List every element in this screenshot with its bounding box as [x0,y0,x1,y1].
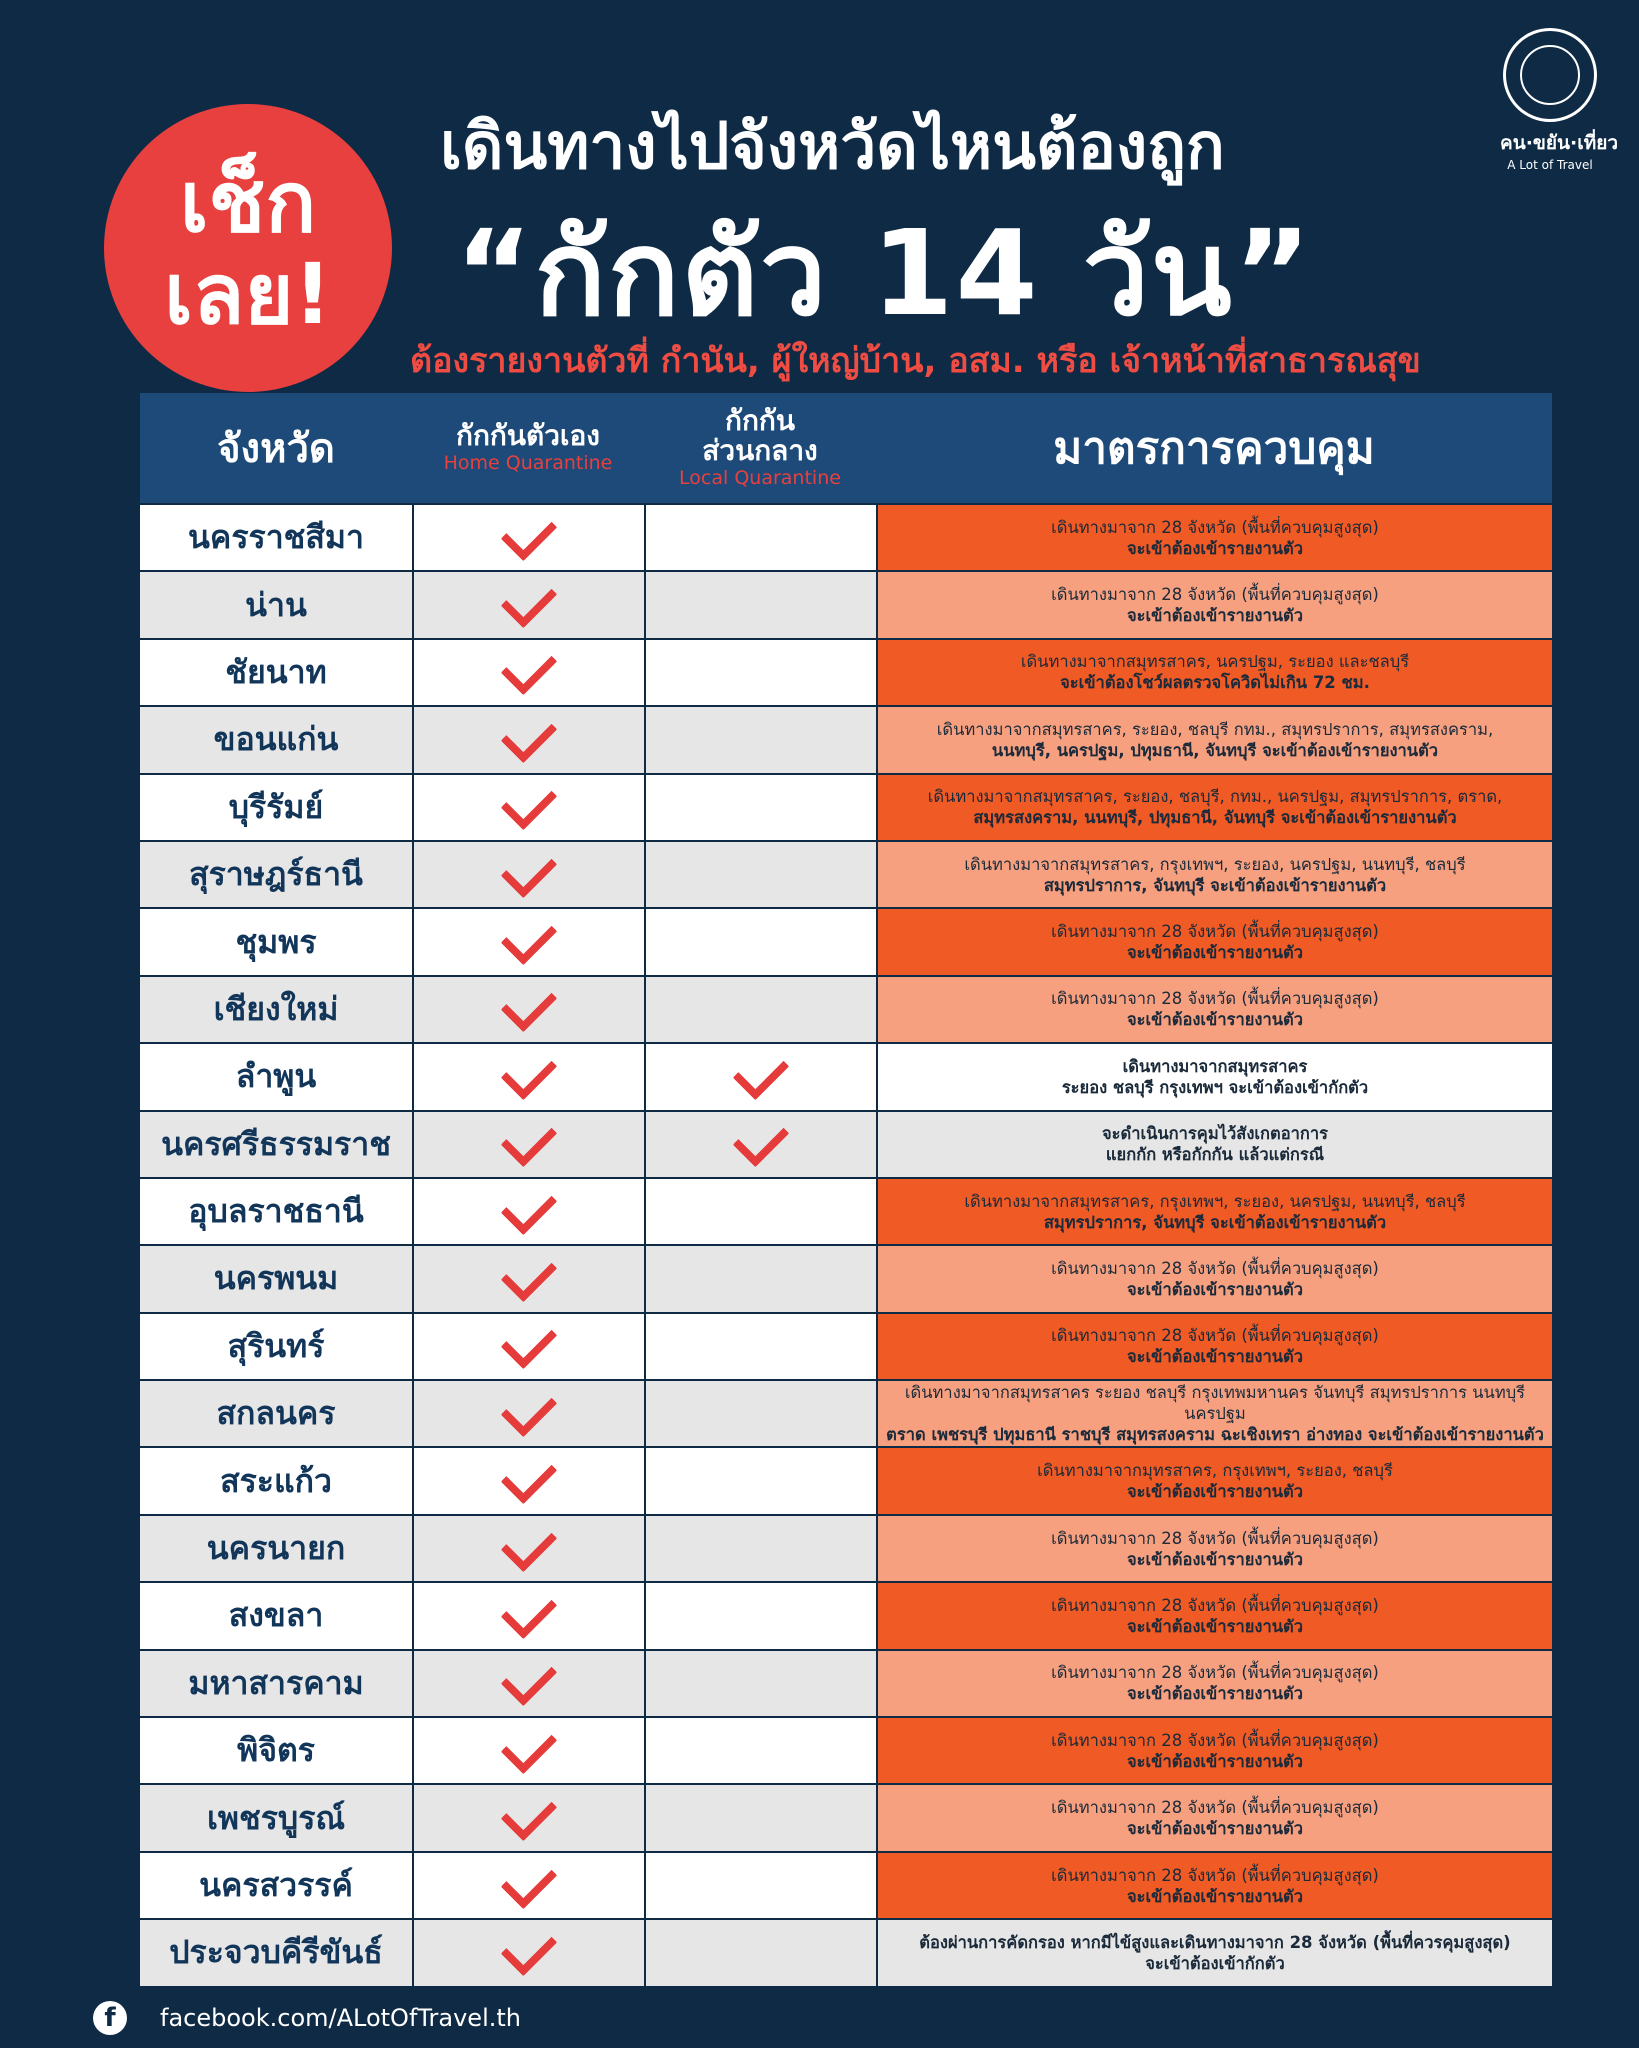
quarantine-table [140,393,1552,1986]
province-name: ชัยนาท [140,640,412,705]
checkmark-icon [501,1852,558,1909]
local-quarantine-cell [644,1112,876,1177]
measure-cell [876,842,1552,907]
province-name: บุรีรัมย์ [140,775,412,840]
measure-line1: เดินทางมาจากสมุทรสาคร, ระยอง, ชลบุรี, กทม., นครปฐม, สมุทรปราการ, ตราด, [927,787,1503,807]
home-quarantine-cell [412,1179,644,1244]
local-quarantine-cell [644,1920,876,1985]
checkmark-icon [501,1313,558,1370]
measure-cell [876,1651,1552,1716]
measure-cell [876,1718,1552,1783]
local-quarantine-cell [644,1583,876,1648]
table-row [140,975,1552,1042]
measure-line2: จะเข้าต้องเข้ารายงานตัว [1127,606,1303,626]
province-name: นครราชสีมา [140,505,412,570]
check-now-badge [104,104,392,392]
home-quarantine-cell [412,977,644,1042]
measure-line2: จะเข้าต้องเข้ารายงานตัว [1127,1819,1303,1839]
measure-line1: เดินทางมาจากสมุทรสาคร, กรุงเทพฯ, ระยอง, นครปฐม, นนทบุรี, ชลบุรี [964,854,1466,874]
checkmark-icon [501,976,558,1033]
measure-line1: เดินทางมาจากสมุทรสาคร [1122,1056,1308,1076]
measure-cell [876,1583,1552,1648]
home-quarantine-cell [412,842,644,907]
local-quarantine-cell [644,1448,876,1513]
checkmark-icon [501,572,558,629]
measure-line2: ระยอง ชลบุรี กรุงเทพฯ จะเข้าต้องเข้ากักตัว [1061,1077,1369,1097]
local-quarantine-cell [644,977,876,1042]
table-row [140,773,1552,840]
measure-line1: เดินทางมาจาก 28 จังหวัด (พื้นที่ควบคุมสูงสุด) [1051,1528,1379,1548]
measure-cell [876,1112,1552,1177]
logo-emblem-icon [1503,28,1597,122]
local-quarantine-cell [644,1314,876,1379]
page-subtitle: ต้องรายงานตัวที่ กำนัน, ผู้ใหญ่บ้าน, อสม. หรือ เจ้าหน้าที่สาธารณสุข [410,341,1421,381]
home-quarantine-cell [412,1246,644,1311]
logo-subtitle: A Lot of Travel [1507,158,1593,172]
measure-line2: จะเข้าต้องเข้ารายงานตัว [1127,1684,1303,1704]
header-local-en: Local Quarantine [679,467,841,489]
province-name: ชุมพร [140,909,412,974]
measure-cell [876,1920,1552,1985]
header-measures: มาตรการควบคุม [1053,423,1375,474]
local-quarantine-cell [644,1651,876,1716]
home-quarantine-cell [412,1853,644,1918]
checkmark-icon [501,1111,558,1168]
measure-line1: เดินทางมาจากสมุทรสาคร, นครปฐม, ระยอง และชลบุรี [1020,652,1410,672]
checkmark-icon [501,909,558,966]
table-header [140,393,1552,503]
measure-line2: จะเข้าต้องเข้ารายงานตัว [1127,1886,1303,1906]
facebook-icon: f [93,2001,127,2035]
measure-line1: เดินทางมาจาก 28 จังหวัด (พื้นที่ควบคุมสูงสุด) [1051,585,1379,605]
measure-line1: เดินทางมาจาก 28 จังหวัด (พื้นที่ควบคุมสูงสุด) [1051,1258,1379,1278]
measure-cell [876,1785,1552,1850]
local-quarantine-cell [644,572,876,637]
home-quarantine-cell [412,1044,644,1109]
measure-line1: เดินทางมาจากสมุทรสาคร, กรุงเทพฯ, ระยอง, นครปฐม, นนทบุรี, ชลบุรี [964,1191,1466,1211]
local-quarantine-cell [644,640,876,705]
measure-line1: เดินทางมาจาก 28 จังหวัด (พื้นที่ควบคุมสูงสุด) [1051,1663,1379,1683]
table-row [140,1918,1552,1985]
measure-line1: เดินทางมาจาก 28 จังหวัด (พื้นที่ควบคุมสูงสุด) [1051,1326,1379,1346]
home-quarantine-cell [412,1583,644,1648]
home-quarantine-cell [412,909,644,974]
province-name: สระแก้ว [140,1448,412,1513]
measure-line1: เดินทางมาจาก 28 จังหวัด (พื้นที่ควบคุมสูงสุด) [1051,517,1379,537]
header-home-en: Home Quarantine [443,452,613,474]
province-name: ขอนแก่น [140,707,412,772]
measure-line2: แยกกัก หรือกักกัน แล้วแต่กรณี [1105,1145,1325,1165]
facebook-link[interactable]: facebook.com/ALotOfTravel.th [160,2004,521,2032]
province-name: สกลนคร [140,1381,412,1446]
measure-line1: เดินทางมาจาก 28 จังหวัด (พื้นที่ควบคุมสูงสุด) [1051,1865,1379,1885]
measure-line2: สมุทรปราการ, จันทบุรี จะเข้าต้องเข้ารายงานตัว [1043,875,1387,895]
local-quarantine-cell [644,909,876,974]
measure-cell [876,572,1552,637]
measure-line1: เดินทางมาจากสมุทรสาคร, ระยอง, ชลบุรี กทม., สมุทรปราการ, สมุทรสงคราม, [936,719,1494,739]
checkmark-icon [501,1178,558,1235]
checkmark-icon [501,707,558,764]
measure-line2: จะเข้าต้องเข้ารายงานตัว [1127,1751,1303,1771]
province-name: อุบลราชธานี [140,1179,412,1244]
measure-line2: จะเข้าต้องเข้ารายงานตัว [1127,1010,1303,1030]
checkmark-icon [501,1448,558,1505]
checkmark-icon [733,1111,790,1168]
checkmark-icon [501,1717,558,1774]
measure-line1: เดินทางมาจาก 28 จังหวัด (พื้นที่ควบคุมสูงสุด) [1051,1595,1379,1615]
measure-line2: จะเข้าต้องเข้ารายงานตัว [1127,943,1303,963]
table-row [140,1110,1552,1177]
measure-line1: เดินทางมาจาก 28 จังหวัด (พื้นที่ควบคุมสูงสุด) [1051,989,1379,1009]
table-row [140,1716,1552,1783]
table-row [140,1042,1552,1109]
measure-line2: จะเข้าต้องเข้ารายงานตัว [1127,538,1303,558]
checkmark-icon [501,841,558,898]
measure-cell [876,1381,1552,1446]
local-quarantine-cell [644,505,876,570]
measure-cell [876,1853,1552,1918]
measure-cell [876,1044,1552,1109]
measure-cell [876,1448,1552,1513]
measure-cell [876,1516,1552,1581]
local-quarantine-cell [644,707,876,772]
measure-cell [876,505,1552,570]
measure-line2: จะเข้าต้องเข้ารายงานตัว [1127,1616,1303,1636]
measure-line2: จะเข้าต้องโชว์ผลตรวจโควิดไม่เกิน 72 ชม. [1060,673,1370,693]
measure-line2: นนทบุรี, นครปฐม, ปทุมธานี, จันทบุรี จะเข้าต้องเข้ารายงานตัว [991,740,1439,760]
checkmark-icon [501,504,558,561]
table-row [140,1177,1552,1244]
table-body [140,503,1552,1986]
local-quarantine-cell [644,842,876,907]
measure-cell [876,707,1552,772]
local-quarantine-cell [644,775,876,840]
measure-cell [876,640,1552,705]
home-quarantine-cell [412,1651,644,1716]
measure-line1: เดินทางมาจาก 28 จังหวัด (พื้นที่ควบคุมสูงสุด) [1051,1730,1379,1750]
home-quarantine-cell [412,1112,644,1177]
measure-cell [876,977,1552,1042]
checkmark-icon [501,774,558,831]
table-row [140,1446,1552,1513]
checkmark-icon [501,1044,558,1101]
measure-line1: เดินทางมาจาก 28 จังหวัด (พื้นที่ควบคุมสูงสุด) [1051,1798,1379,1818]
province-name: ประจวบคีรีขันธ์ [140,1920,412,1985]
province-name: เชียงใหม่ [140,977,412,1042]
measure-cell [876,775,1552,840]
badge-line2: เลย! [164,245,332,343]
measure-cell [876,1246,1552,1311]
table-row [140,1851,1552,1918]
home-quarantine-cell [412,640,644,705]
checkmark-icon [501,639,558,696]
table-row [140,1514,1552,1581]
local-quarantine-cell [644,1246,876,1311]
header-province: จังหวัด [217,426,335,472]
province-name: พิจิตร [140,1718,412,1783]
table-row [140,570,1552,637]
badge-line1: เช็ก [179,153,317,251]
home-quarantine-cell [412,1516,644,1581]
header-local-main: กักกัน ส่วนกลาง [702,404,818,467]
page-title-highlight: “กักตัว 14 วัน” [455,204,1314,342]
table-row [140,1581,1552,1648]
measure-line2: จะเข้าต้องเข้ารายงานตัว [1127,1279,1303,1299]
local-quarantine-cell [644,1179,876,1244]
table-row [140,907,1552,974]
home-quarantine-cell [412,1718,644,1783]
home-quarantine-cell [412,1381,644,1446]
table-row [140,503,1552,570]
table-row [140,1783,1552,1850]
home-quarantine-cell [412,1920,644,1985]
brand-logo [1500,28,1619,172]
checkmark-icon [501,1785,558,1842]
home-quarantine-cell [412,775,644,840]
table-row [140,705,1552,772]
measure-line2: ตราด เพชรบุรี ปทุมธานี ราชบุรี สมุทรสงคราม ฉะเชิงเทรา อ่างทอง จะเข้าต้องเข้ารายงานตัว [886,1425,1544,1445]
measure-line1: ต้องผ่านการคัดกรอง หากมีไข้สูงและเดินทางมาจาก 28 จังหวัด (พื้นที่ควรคุมสูงสุด) [919,1932,1511,1952]
local-quarantine-cell [644,1516,876,1581]
checkmark-icon [501,1920,558,1977]
header-local-quarantine [644,393,876,503]
table-row [140,840,1552,907]
home-quarantine-cell [412,1785,644,1850]
province-name: นครพนม [140,1246,412,1311]
page-title: เดินทางไปจังหวัดไหนต้องถูก [440,110,1225,184]
table-row [140,1312,1552,1379]
home-quarantine-cell [412,1314,644,1379]
measure-cell [876,1314,1552,1379]
local-quarantine-cell [644,1044,876,1109]
checkmark-icon [501,1650,558,1707]
table-row [140,1379,1552,1446]
checkmark-icon [501,1246,558,1303]
measure-line2: สมุทรสงคราม, นนทบุรี, ปทุมธานี, จันทบุรี จะเข้าต้องเข้ารายงานตัว [973,808,1457,828]
measure-line1: เดินทางมาจาก 28 จังหวัด (พื้นที่ควบคุมสูงสุด) [1051,922,1379,942]
checkmark-icon [733,1044,790,1101]
table-row [140,638,1552,705]
measure-line1: จะดำเนินการคุมไว้สังเกตอาการ [1101,1124,1329,1144]
header-home-quarantine [412,393,644,503]
home-quarantine-cell [412,1448,644,1513]
logo-name: คน·ขยัน·เที่ยว [1500,132,1619,154]
province-name: นครศรีธรรมราช [140,1112,412,1177]
measure-line2: จะเข้าต้องเข้ารายงานตัว [1127,1549,1303,1569]
footer [93,1998,521,2038]
local-quarantine-cell [644,1718,876,1783]
table-row [140,1244,1552,1311]
measure-line2: จะเข้าต้องเข้ารายงานตัว [1127,1482,1303,1502]
home-quarantine-cell [412,505,644,570]
checkmark-icon [501,1583,558,1640]
province-name: น่าน [140,572,412,637]
measure-line2: สมุทรปราการ, จันทบุรี จะเข้าต้องเข้ารายงานตัว [1043,1212,1387,1232]
province-name: มหาสารคาม [140,1651,412,1716]
home-quarantine-cell [412,572,644,637]
province-name: สงขลา [140,1583,412,1648]
province-name: สุรินทร์ [140,1314,412,1379]
measure-line2: จะเข้าต้องเข้ารายงานตัว [1127,1347,1303,1367]
checkmark-icon [501,1515,558,1572]
checkmark-icon [501,1380,558,1437]
province-name: สุราษฎร์ธานี [140,842,412,907]
local-quarantine-cell [644,1853,876,1918]
header-home-main: กักกันตัวเอง [456,419,600,452]
measure-cell [876,909,1552,974]
home-quarantine-cell [412,707,644,772]
measure-line1: เดินทางมาจากมุทรสาคร, กรุงเทพฯ, ระยอง, ชลบุรี [1037,1461,1393,1481]
table-row [140,1649,1552,1716]
measure-cell [876,1179,1552,1244]
local-quarantine-cell [644,1381,876,1446]
province-name: นครนายก [140,1516,412,1581]
province-name: นครสวรรค์ [140,1853,412,1918]
measure-line2: จะเข้าต้องเข้ากักตัว [1145,1953,1285,1973]
province-name: ลำพูน [140,1044,412,1109]
measure-line1: เดินทางมาจากสมุทรสาคร ระยอง ชลบุรี กรุงเทพมหานคร จันทบุรี สมุทรปราการ นนทบุรี นครปฐม [904,1383,1526,1424]
local-quarantine-cell [644,1785,876,1850]
province-name: เพชรบูรณ์ [140,1785,412,1850]
